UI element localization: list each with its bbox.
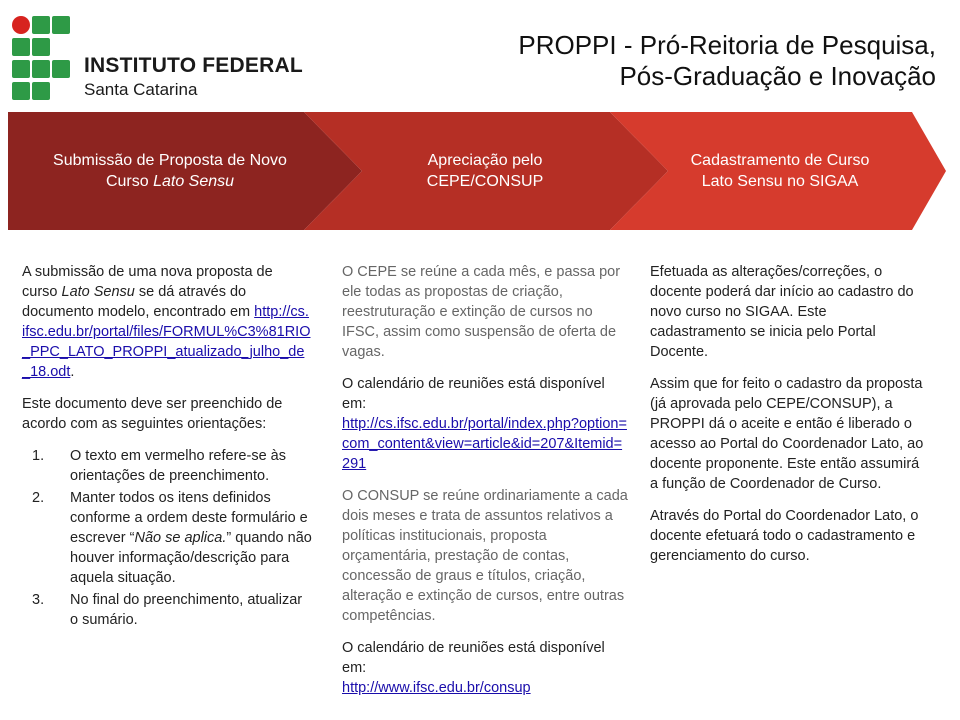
logo-square	[32, 82, 50, 100]
page-title-line2: Pós-Graduação e Inovação	[619, 61, 936, 91]
ifsc-logo	[12, 16, 312, 100]
flow-step-2-line1: Apreciação pelo	[427, 152, 543, 169]
flow-step-1-line1: Submissão de Proposta de Novo	[53, 152, 287, 169]
instructions-list	[22, 446, 312, 630]
list-number: 1.	[32, 448, 45, 464]
list-item	[22, 590, 312, 630]
registration-paragraph-3: Através do Portal do Coordenador Lato, o docente efetuará todo o cadastramento e gerenciamento do curso.	[650, 508, 919, 564]
registration-paragraph-2: Assim que for feito o cadastro da proposta (já aprovada pelo CEPE/CONSUP), a PROPPI dá o aceite e então é liberado o acesso ao Portal do Coordenador Lato, ao docente proponente. Este então assumirá a função de Coordenador de Curso.	[650, 376, 924, 492]
text: se dá através do documento modelo, encontrado em	[22, 284, 255, 320]
consup-paragraph: O CONSUP se reúne ordinariamente a cada dois meses e trata de assuntos relativos a políticas institucionais, proposta orçamentária, prestação de contas, concessão de graus e títulos, criação, alteração e extinção de cursos, entre outras competências.	[342, 488, 628, 624]
flow-step-3-line2: Lato Sensu no SIGAA	[701, 173, 859, 190]
page-title-line1: PROPPI - Pró-Reitoria de Pesquisa,	[518, 30, 936, 60]
text: O calendário de reuniões está disponível em:	[342, 640, 605, 676]
form-template-link[interactable]: http://cs.ifsc.edu.br/portal/files/FORMUL%C3%81RIO_PPC_LATO_PROPPI_atualizado_julho_de_18.odt	[22, 304, 311, 380]
logo-square-red	[12, 16, 30, 34]
cepe-paragraph: O CEPE se reúne a cada mês, e passa por ele todas as propostas de criação, reestruturação e extinção de cursos no IFSC, assim como suspensão de oferta de vagas.	[342, 264, 621, 360]
consup-calendar-text	[342, 638, 628, 698]
consup-calendar-link[interactable]: http://www.ifsc.edu.br/consup	[342, 680, 531, 696]
list-text: Manter todos os itens definidos conforme a ordem deste formulário e escrever “	[70, 490, 308, 546]
column-registration	[650, 262, 926, 578]
flow-step-2-label	[350, 112, 620, 230]
logo-square	[12, 60, 30, 78]
page-title	[416, 30, 936, 92]
list-number: 2.	[32, 490, 45, 506]
logo-square	[32, 60, 50, 78]
logo-subtitle: Santa Catarina	[84, 80, 198, 99]
text: A submissão de uma nova proposta de curso	[22, 264, 273, 300]
logo-square	[32, 38, 50, 56]
logo-title: INSTITUTO FEDERAL	[84, 54, 303, 77]
logo-square	[52, 16, 70, 34]
column-appreciation	[342, 262, 628, 710]
list-item	[22, 446, 312, 486]
logo-square	[12, 38, 30, 56]
list-text: No final do preenchimento, atualizar o sumário.	[70, 592, 303, 628]
logo-square	[12, 82, 30, 100]
flow-step-1-line2-prefix: Curso	[105, 173, 154, 190]
instructions-intro: Este documento deve ser preenchido de acordo com as seguintes orientações:	[22, 396, 283, 432]
flow-step-1-label	[20, 112, 320, 230]
text-italic: Lato Sensu	[61, 284, 135, 300]
flow-step-2-line2: CEPE/CONSUP	[426, 173, 544, 190]
cepe-calendar-text	[342, 374, 628, 474]
list-text: O texto em vermelho refere-se às orientações de preenchimento.	[70, 448, 286, 484]
text: .	[70, 364, 75, 380]
list-text: ” quando não houver informação/descrição para aquela situação.	[70, 530, 312, 586]
text: O calendário de reuniões está disponível em:	[342, 376, 605, 412]
logo-square	[52, 60, 70, 78]
logo-square	[32, 16, 50, 34]
cepe-calendar-link[interactable]: http://cs.ifsc.edu.br/portal/index.php?option=com_content&view=article&id=207&Itemid=291	[342, 416, 627, 472]
flow-step-1-line2-italic: Lato Sensu	[153, 173, 235, 190]
list-number: 3.	[32, 592, 45, 608]
column-submission	[22, 262, 312, 632]
registration-paragraph-1: Efetuada as alterações/correções, o docente poderá dar início ao cadastro do novo curso no SIGAA. Este cadastramento se inicia pelo Portal Docente.	[650, 264, 914, 360]
flow-step-3-label	[650, 112, 910, 230]
flow-step-3-line1: Cadastramento de Curso	[690, 152, 870, 169]
list-text-italic: Não se aplica.	[134, 530, 227, 546]
list-item	[22, 488, 312, 588]
submission-paragraph	[22, 262, 312, 382]
